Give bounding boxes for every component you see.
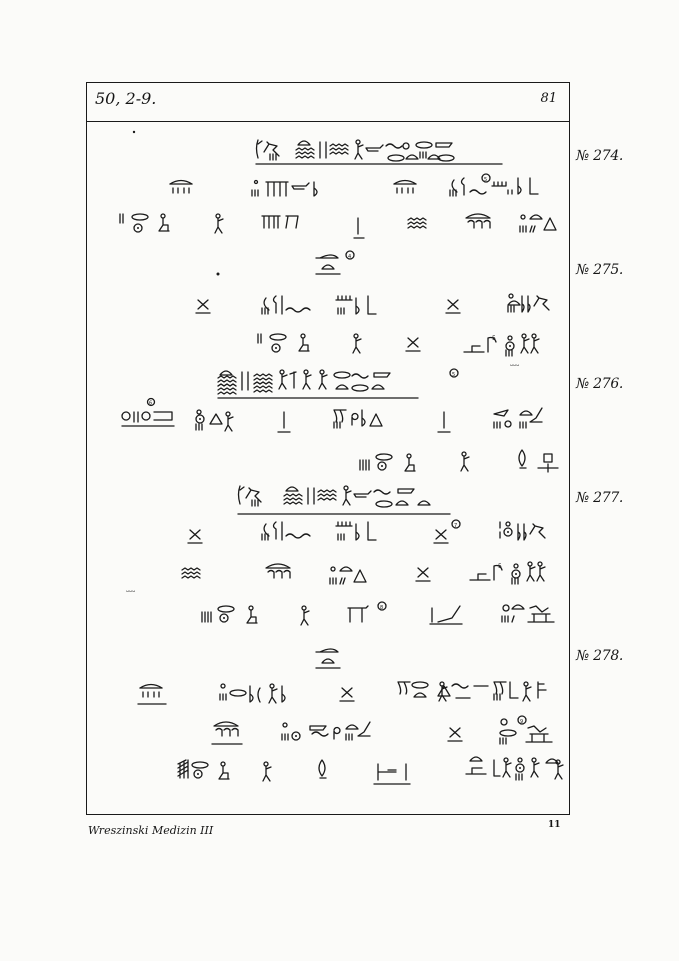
entry-label-276: № 276. bbox=[576, 376, 624, 392]
entry-label-274: № 274. bbox=[576, 148, 624, 164]
section-reference: 50, 2-9. bbox=[95, 89, 157, 108]
svg-text:5: 5 bbox=[484, 177, 488, 183]
svg-text:9: 9 bbox=[520, 719, 524, 725]
svg-text:8: 8 bbox=[380, 605, 384, 611]
footer-author: Wreszinski Medizin III bbox=[88, 824, 214, 837]
page-number: 81 bbox=[540, 91, 557, 106]
entry-label-275: № 275. bbox=[576, 262, 624, 278]
svg-text:ᴗᴗᴗ: ᴗᴗᴗ bbox=[510, 362, 520, 368]
svg-text:5: 5 bbox=[498, 563, 502, 570]
sheet-number: 11 bbox=[548, 820, 561, 830]
entry-label-278: № 278. bbox=[576, 648, 624, 664]
svg-text:6: 6 bbox=[149, 400, 153, 407]
svg-text:7: 7 bbox=[454, 523, 458, 529]
svg-text:5: 5 bbox=[452, 372, 456, 378]
svg-text:4: 4 bbox=[348, 254, 352, 260]
svg-text:ᴗᴗᴗ: ᴗᴗᴗ bbox=[126, 588, 136, 594]
svg-text:5: 5 bbox=[492, 335, 496, 342]
entry-label-277: № 277. bbox=[576, 490, 624, 506]
